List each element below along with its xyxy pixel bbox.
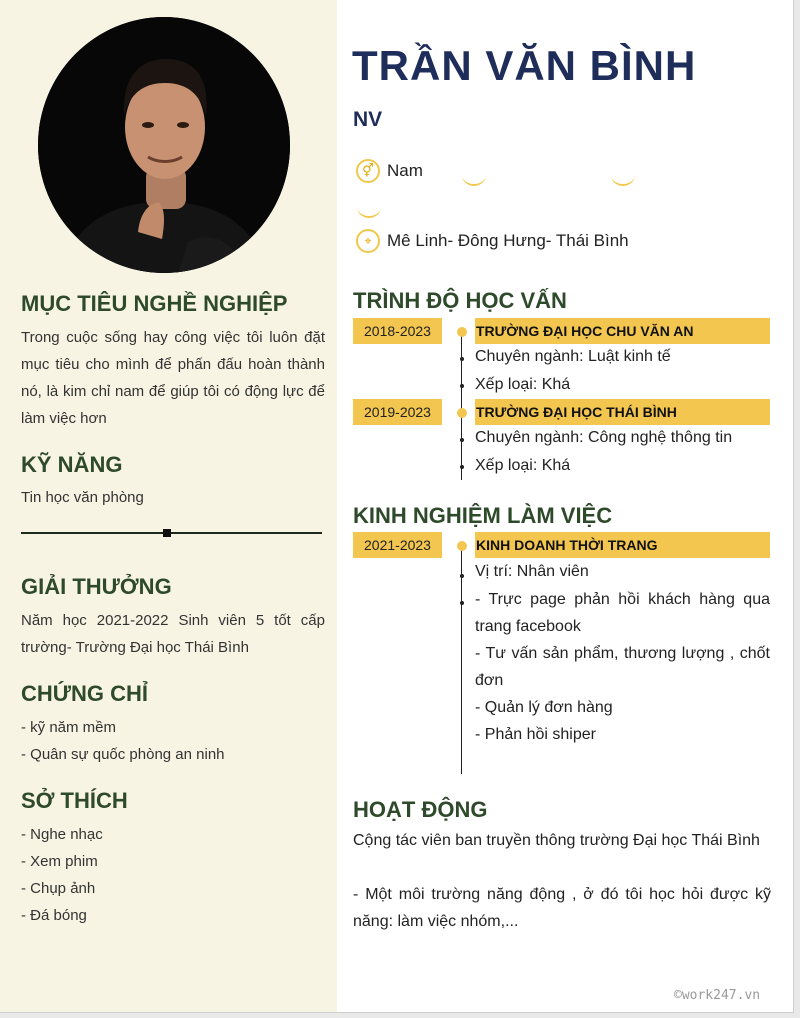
experience-position: Vị trí: Nhân viên (475, 563, 589, 580)
hobby-item: - Chụp ảnh (21, 880, 96, 897)
hobbies-heading: SỞ THÍCH (21, 788, 128, 813)
activity-text: Cộng tác viên ban truyền thông trường Đại học Thái Bình (353, 832, 760, 849)
certificates-heading: CHỨNG CHỈ (21, 681, 149, 706)
bullet (460, 574, 464, 578)
skills-heading: KỸ NĂNG (21, 452, 123, 477)
education-major: Chuyên ngành: Công nghệ thông tin (475, 429, 733, 446)
empty-field-marker (357, 196, 381, 218)
experience-date: 2021-2023 (353, 532, 442, 558)
education-date: 2019-2023 (353, 399, 442, 425)
activity-text: - Một môi trường năng động , ở đó tôi học hỏi được kỹ năng: làm việc nhóm,... (353, 886, 771, 930)
empty-field-marker (611, 164, 635, 186)
experience-heading: KINH NGHIỆM LÀM VIỆC (353, 503, 613, 528)
skill-level-bar (21, 532, 322, 534)
education-date: 2018-2023 (353, 318, 442, 344)
timeline-dot (457, 408, 467, 418)
sidebar (0, 0, 337, 1012)
experience-task: - Quản lý đơn hàng (475, 699, 613, 716)
hobby-item: - Xem phim (21, 853, 98, 870)
experience-timeline-line (461, 545, 462, 774)
candidate-role: NV (353, 108, 383, 131)
map-pin-icon: ⌖ (356, 229, 380, 253)
gender-icon: ⚥ (356, 159, 380, 183)
candidate-name: TRẦN VĂN BÌNH (352, 42, 697, 89)
bullet (460, 465, 464, 469)
school-name: TRƯỜNG ĐẠI HỌC THÁI BÌNH (475, 399, 770, 425)
education-grade: Xếp loại: Khá (475, 376, 571, 393)
timeline-dot (457, 541, 467, 551)
company-name: KINH DOANH THỜI TRANG (475, 532, 770, 558)
gender-value: Nam (387, 161, 423, 180)
bullet (460, 601, 464, 605)
hobby-item: - Đá bóng (21, 907, 87, 924)
education-grade: Xếp loại: Khá (475, 457, 571, 474)
bullet (460, 357, 464, 361)
objective-text: Trong cuộc sống hay công việc tôi luôn đặt mục tiêu cho mình để phấn đấu hoàn thành nó, là kim chỉ nam để giúp tôi có động lực để làm việc hơn (21, 329, 325, 427)
education-heading: TRÌNH ĐỘ HỌC VẤN (353, 288, 567, 313)
activities-heading: HOẠT ĐỘNG (353, 797, 488, 822)
awards-text: Năm học 2021-2022 Sinh viên 5 tốt cấp trường- Trường Đại học Thái Bình (21, 612, 325, 656)
bullet (460, 384, 464, 388)
skill-level-marker (163, 529, 171, 537)
portrait-photo (38, 17, 290, 273)
education-major: Chuyên ngành: Luật kinh tế (475, 348, 671, 365)
certificate-item: - kỹ năm mềm (21, 719, 117, 736)
experience-task: - Trực page phản hồi khách hàng qua trang facebook (475, 591, 770, 635)
school-name: TRƯỜNG ĐẠI HỌC CHU VĂN AN (475, 318, 770, 344)
experience-task: - Tư vấn sản phẩm, thương lượng , chốt đơn (475, 645, 770, 689)
hobby-item: - Nghe nhạc (21, 826, 103, 843)
skill-item: Tin học văn phòng (21, 489, 144, 506)
education-timeline-line (461, 330, 462, 480)
awards-heading: GIẢI THƯỞNG (21, 574, 172, 599)
bullet (460, 438, 464, 442)
avatar (38, 17, 290, 273)
certificate-item: - Quân sự quốc phòng an ninh (21, 746, 225, 763)
address-value: Mê Linh- Đông Hưng- Thái Bình (387, 231, 629, 250)
objective-heading: MỤC TIÊU NGHỀ NGHIỆP (21, 291, 288, 316)
watermark: ©work247.vn (674, 988, 761, 1003)
empty-field-marker (462, 164, 486, 186)
experience-task: - Phản hồi shiper (475, 726, 596, 743)
timeline-dot (457, 327, 467, 337)
